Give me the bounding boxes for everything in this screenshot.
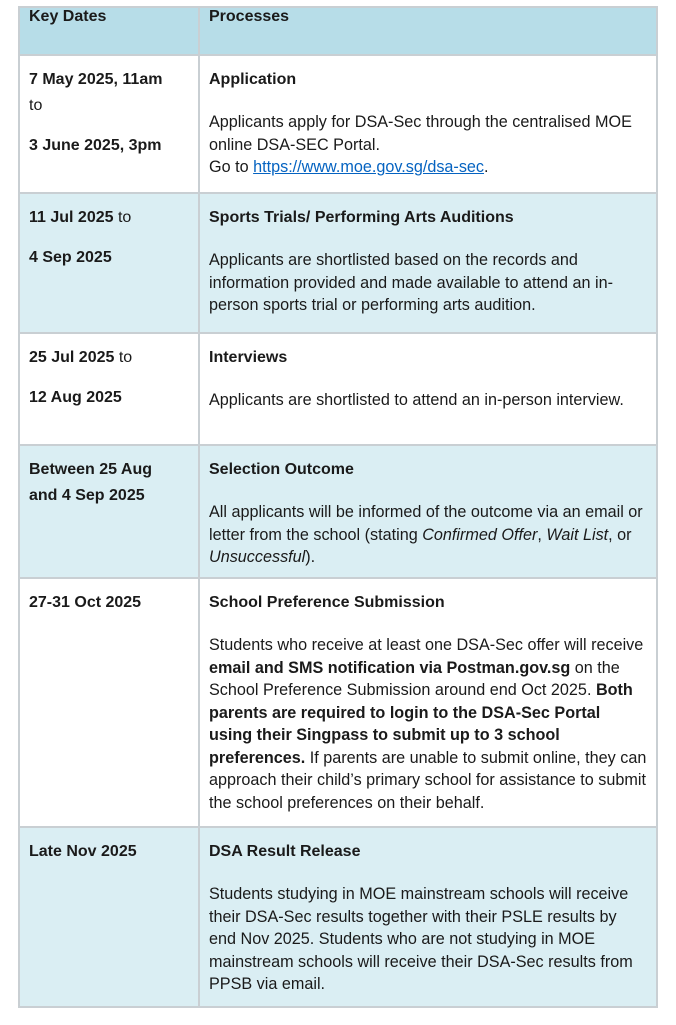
process-cell <box>199 827 657 1007</box>
desc-period: . <box>484 158 489 176</box>
dsa-sec-portal-link[interactable]: https://www.moe.gov.sg/dsa-sec <box>253 158 485 176</box>
table-row <box>19 333 657 445</box>
key-dates-table <box>18 6 658 1008</box>
process-description <box>209 501 647 569</box>
table-row <box>19 55 657 193</box>
process-title: Selection Outcome <box>209 461 354 478</box>
date-cell <box>19 578 199 827</box>
table-row <box>19 193 657 333</box>
process-title: Sports Trials/ Performing Arts Auditions <box>209 209 514 226</box>
table-row <box>19 578 657 827</box>
date-cell <box>19 55 199 193</box>
process-title: Interviews <box>209 349 288 366</box>
header-processes: Processes <box>199 7 657 55</box>
process-description: Applicants are shortlisted to attend an in-person interview. <box>209 391 624 409</box>
table-row <box>19 445 657 578</box>
process-cell <box>199 193 657 333</box>
date-start <box>29 348 189 368</box>
date-end: and 4 Sep 2025 <box>29 487 145 504</box>
process-cell <box>199 578 657 827</box>
date-start-text: 25 Jul 2025 <box>29 349 115 366</box>
date-to: to <box>114 349 133 366</box>
desc-goto: Go to <box>209 158 254 176</box>
table-row <box>19 827 657 1007</box>
process-description: Students studying in MOE mainstream schools will receive their DSA-Sec results together with their PSLE results by end Nov 2025. Students who are not studying in MOE mainstream schools will receive their DSA-Sec results from PPSB via email. <box>209 885 633 993</box>
desc-text: on the School Preference Submission around end Oct 2025. <box>209 658 620 699</box>
date-start: 7 May 2025, 11am <box>29 71 163 88</box>
process-description <box>209 111 647 179</box>
desc-bold-login: Both parents are required to login to the DSA-Sec Portal using their Singpass to submit up to 3 school preferences. <box>209 681 633 767</box>
date-start: Between 25 Aug <box>29 461 152 478</box>
desc-text: All applicants will be informed of the outcome via an email or letter from the school (stating <box>209 503 643 544</box>
desc-text: Applicants apply for DSA-Sec through the centralised MOE online DSA-SEC Portal. <box>209 113 632 154</box>
date-range: Late Nov 2025 <box>29 843 137 860</box>
date-cell <box>19 827 199 1007</box>
date-end: 4 Sep 2025 <box>29 249 112 266</box>
desc-text: Students who receive at least one DSA-Sec offer will receive <box>209 636 644 654</box>
status-wait-list: Wait List <box>546 525 609 544</box>
table-header-row <box>19 7 657 55</box>
date-end: 3 June 2025, 3pm <box>29 137 162 154</box>
date-cell <box>19 445 199 578</box>
status-unsuccessful: Unsuccessful <box>209 548 306 566</box>
process-cell <box>199 55 657 193</box>
desc-sep: , <box>537 525 547 544</box>
date-start <box>29 208 189 228</box>
date-end: 12 Aug 2025 <box>29 389 122 406</box>
process-title: Application <box>209 71 297 88</box>
status-confirmed-offer: Confirmed Offer <box>422 525 538 544</box>
process-title: School Preference Submission <box>209 594 445 611</box>
process-cell <box>199 445 657 578</box>
date-cell <box>19 333 199 445</box>
date-to: to <box>29 97 43 114</box>
process-description: Applicants are shortlisted based on the records and information provided and made available to attend an in-person sports trial or performing arts audition. <box>209 251 614 314</box>
date-start-text: 11 Jul 2025 <box>29 209 114 226</box>
process-title: DSA Result Release <box>209 843 361 860</box>
date-to: to <box>113 209 132 226</box>
desc-text: If parents are unable to submit online, they can approach their child’s primary school for assistance to submit the school preferences on their behalf. <box>209 748 647 812</box>
process-description <box>209 634 647 814</box>
date-range: 27-31 Oct 2025 <box>29 594 142 611</box>
desc-end: ). <box>305 548 316 566</box>
date-cell <box>19 193 199 333</box>
process-cell <box>199 333 657 445</box>
desc-sep: , or <box>608 525 632 544</box>
desc-bold-notification: email and SMS notification via Postman.gov.sg <box>209 658 571 677</box>
header-key-dates: Key Dates <box>19 7 199 55</box>
